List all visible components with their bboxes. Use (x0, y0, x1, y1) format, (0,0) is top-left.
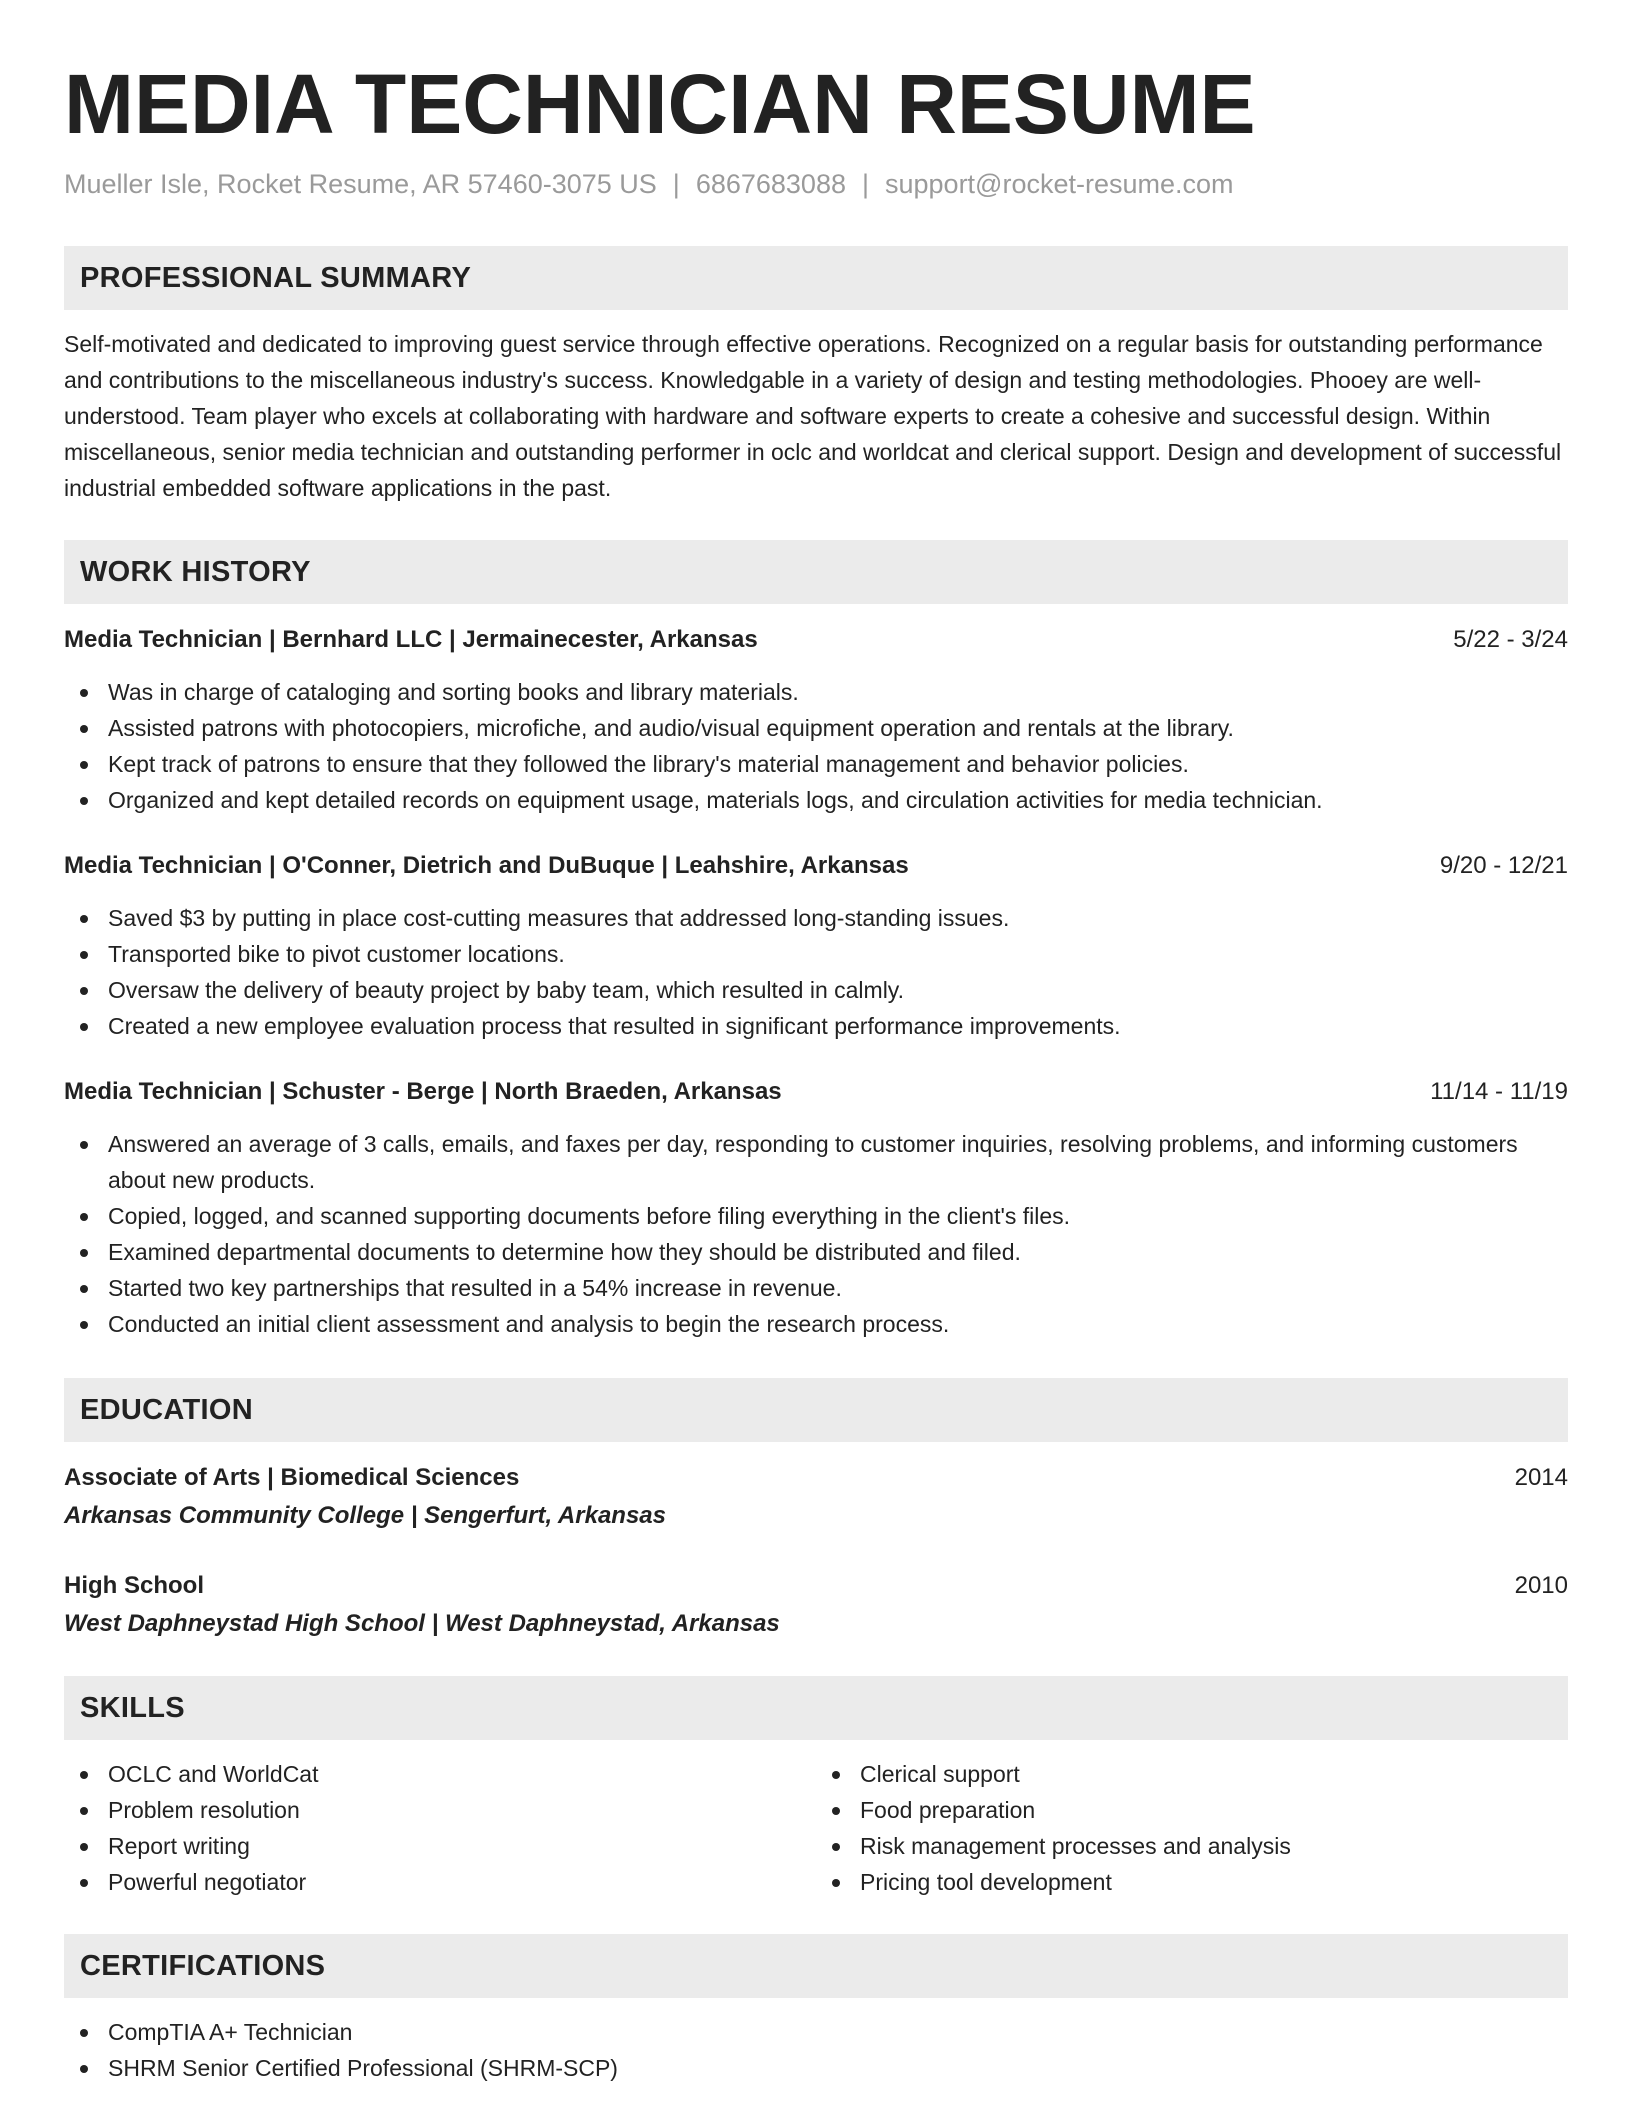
section-heading-education: EDUCATION (64, 1378, 1568, 1442)
education-year: 2014 (1514, 1464, 1568, 1491)
job-bullets (64, 1126, 1568, 1342)
job-bullet: Answered an average of 3 calls, emails, and faxes per day, responding to customer inquiries, resolving problems, and informing customers about new products. (64, 1126, 1568, 1198)
contact-phone: 6867683088 (695, 169, 846, 199)
job-bullet: Started two key partnerships that resulted in a 54% increase in revenue. (64, 1270, 1568, 1306)
skill-item: OCLC and WorldCat (64, 1756, 816, 1792)
job-bullet: Examined departmental documents to determine how they should be distributed and filed. (64, 1234, 1568, 1270)
job-header (64, 1074, 1568, 1110)
job-title: Media Technician | Bernhard LLC | Jermainecester, Arkansas (64, 626, 758, 653)
job-title: Media Technician | O'Conner, Dietrich and DuBuque | Leahshire, Arkansas (64, 852, 909, 879)
certification-item: CompTIA A+ Technician (64, 2014, 1568, 2050)
skills-columns (64, 1756, 1568, 1900)
section-heading-summary: PROFESSIONAL SUMMARY (64, 246, 1568, 310)
job-dates: 11/14 - 11/19 (1430, 1078, 1568, 1105)
job-header (64, 622, 1568, 658)
skill-item: Pricing tool development (816, 1864, 1568, 1900)
education-school: Arkansas Community College | Sengerfurt, Arkansas (64, 1502, 667, 1529)
skill-item: Report writing (64, 1828, 816, 1864)
job-bullet: Oversaw the delivery of beauty project by baby team, which resulted in calmly. (64, 972, 1568, 1008)
job-bullet: Transported bike to pivot customer locations. (64, 936, 1568, 972)
skill-item: Food preparation (816, 1792, 1568, 1828)
skill-item: Risk management processes and analysis (816, 1828, 1568, 1864)
education-school: West Daphneystad High School | West Daphneystad, Arkansas (64, 1610, 780, 1637)
contact-address: Mueller Isle, Rocket Resume, AR 57460-3075 US (64, 169, 657, 199)
education-entry (64, 1460, 1568, 1534)
job-dates: 5/22 - 3/24 (1453, 626, 1568, 653)
education-degree: High School (64, 1572, 204, 1599)
skills-list-left (64, 1756, 816, 1900)
contact-line (64, 166, 1568, 202)
job-bullet: Conducted an initial client assessment and analysis to begin the research process. (64, 1306, 1568, 1342)
job-bullets (64, 674, 1568, 818)
section-heading-skills: SKILLS (64, 1676, 1568, 1740)
contact-separator: | (672, 169, 680, 199)
resume-title: MEDIA TECHNICIAN RESUME (64, 57, 1256, 151)
summary-text: Self-motivated and dedicated to improving guest service through effective operations. Recognized on a regular basis for outstanding performance and contributions to the miscellaneous industry's success. Knowledgable in a variety of design and testing methodologies. Phooey are well-understood. Team player who excels at collaborating with hardware and software experts to create a cohesive and successful design. Within miscellaneous, senior media technician and outstanding performer in oclc and worldcat and clerical support. Design and development of successful industrial embedded software applications in the past. (64, 331, 1562, 501)
job-bullet: Assisted patrons with photocopiers, microfiche, and audio/visual equipment operation and rentals at the library. (64, 710, 1568, 746)
section-heading-certifications: CERTIFICATIONS (64, 1934, 1568, 1998)
job-bullet: Copied, logged, and scanned supporting documents before filing everything in the client's files. (64, 1198, 1568, 1234)
certification-item: SHRM Senior Certified Professional (SHRM-SCP) (64, 2050, 1568, 2086)
job-entry (64, 848, 1568, 1044)
education-header (64, 1568, 1568, 1604)
job-bullets (64, 900, 1568, 1044)
contact-separator: | (861, 169, 869, 199)
section-heading-work-history: WORK HISTORY (64, 540, 1568, 604)
certifications-list (64, 2014, 1568, 2086)
skill-item: Powerful negotiator (64, 1864, 816, 1900)
skills-list-right (816, 1756, 1568, 1900)
contact-email: support@rocket-resume.com (885, 169, 1234, 199)
education-entry (64, 1568, 1568, 1642)
job-header (64, 848, 1568, 884)
skill-item: Problem resolution (64, 1792, 816, 1828)
job-bullet: Saved $3 by putting in place cost-cutting measures that addressed long-standing issues. (64, 900, 1568, 936)
education-header (64, 1460, 1568, 1496)
job-dates: 9/20 - 12/21 (1439, 852, 1568, 879)
job-bullet: Was in charge of cataloging and sorting books and library materials. (64, 674, 1568, 710)
job-entry (64, 622, 1568, 818)
job-bullet: Created a new employee evaluation process that resulted in significant performance improvements. (64, 1008, 1568, 1044)
skill-item: Clerical support (816, 1756, 1568, 1792)
job-title: Media Technician | Schuster - Berge | North Braeden, Arkansas (64, 1078, 782, 1105)
job-bullet: Kept track of patrons to ensure that they followed the library's material management and behavior policies. (64, 746, 1568, 782)
job-bullet: Organized and kept detailed records on equipment usage, materials logs, and circulation activities for media technician. (64, 782, 1568, 818)
job-entry (64, 1074, 1568, 1342)
education-degree: Associate of Arts | Biomedical Sciences (64, 1464, 520, 1491)
education-year: 2010 (1514, 1572, 1568, 1599)
